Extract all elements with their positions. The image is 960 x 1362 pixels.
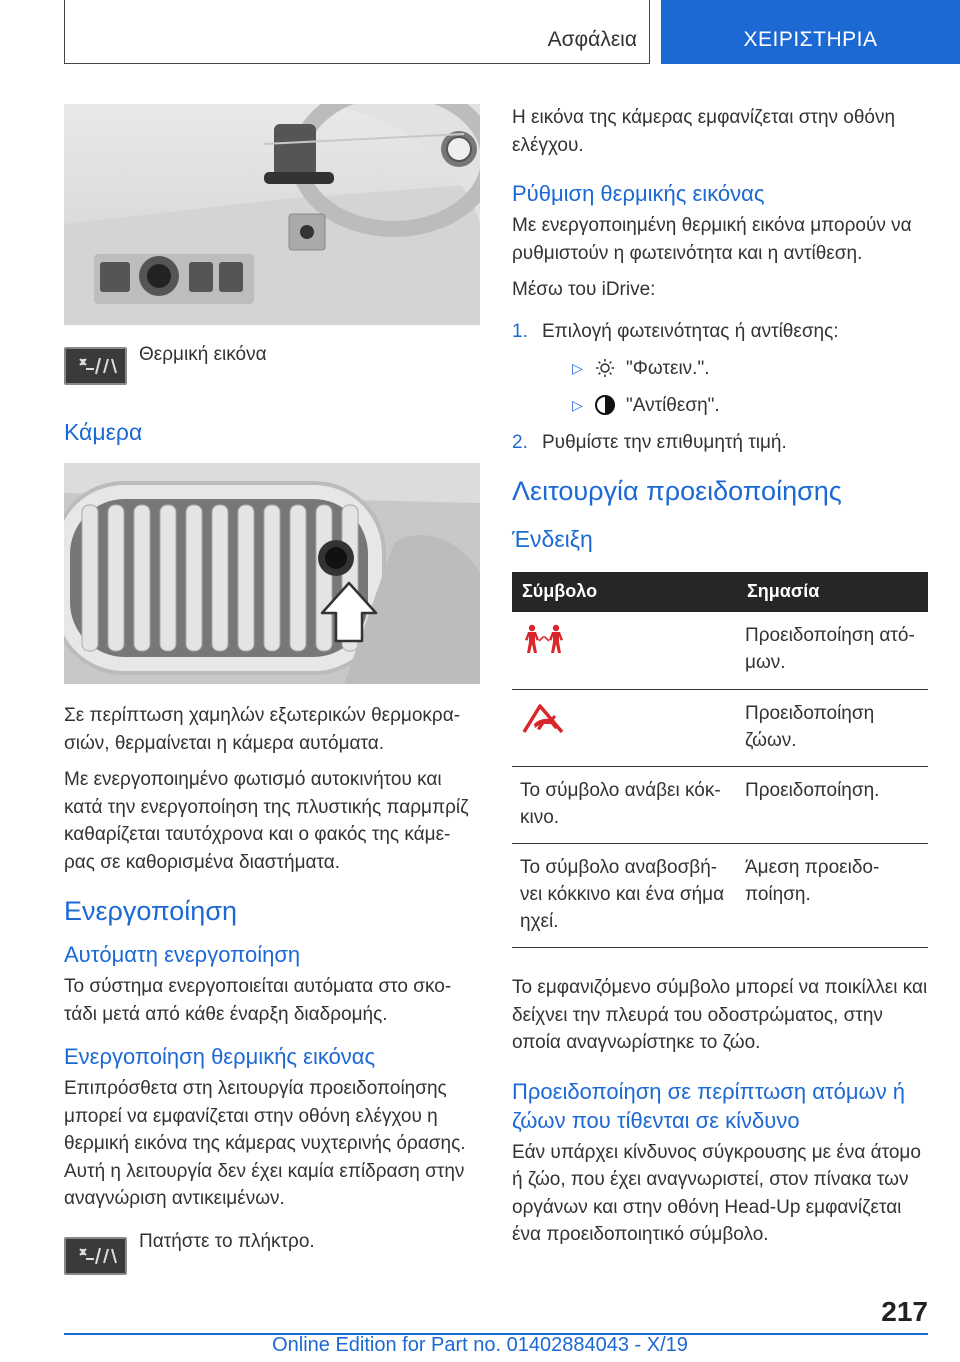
grille-bar [160,505,176,651]
step-1-options [542,355,928,419]
step-2-number: 2. [512,431,528,453]
camera-heading: Κάμερα [64,419,143,445]
step-2-text: Ρυθμίστε την επιθυμητή τιμή. [542,431,787,453]
table-row [512,690,928,767]
triangle-bullet-icon: ▷ [572,396,583,413]
thermal-image-key-icon [64,1237,127,1275]
camera-grille-photo [64,463,480,684]
table-row [512,767,928,844]
option-brightness [542,355,928,382]
right-column [512,104,928,1258]
thermal-image-key-line [64,344,480,385]
grille-bar [290,505,306,651]
meaning-column-header: Σημασία [737,572,928,612]
option-contrast [542,392,928,419]
symbol-variation-text: Το εμφανιζόμενο σύμβολο μπορεί να ποικίλλει και δείχνει την πλευρά του οδοστρώματος, στην οποία αναγνωρίστηκε το ζώο. [512,977,928,1053]
press-key-text: Πατήστε το πλήκτρο. [139,1230,315,1252]
option-brightness-text: "Φωτειν.". [626,357,710,379]
adjust-steps-list [512,318,928,456]
warning-function-heading: Λειτουργία προειδοποίησης [512,475,842,506]
adjust-thermal-heading: Ρύθμιση θερμικής εικόνας [512,181,765,206]
meaning-cell: Άμεση προειδο-ποίηση. [737,844,928,948]
press-key-line [64,1231,480,1275]
thermal-image-button-icon [64,347,127,385]
grille-bar [316,505,332,651]
danger-warning-heading: Προειδοποίηση σε περίπτωση ατόμων ή ζώων που τίθενται σε κίνδυνο [512,1078,906,1133]
animal-warning-icon [520,702,568,736]
adjust-thermal-text: Με ενεργοποιημένη θερμική εικόνα μπορούν να ρυθμιστούν η φωτεινότητα και η αντίθεση. [512,215,912,264]
via-idrive-text: Μέσω του iDrive: [512,279,656,300]
step-1-text: Επιλογή φωτεινότητας ή αντίθεσης: [542,320,839,342]
symbol-column-header: Σύμβολο [512,572,737,612]
table-row [512,612,928,690]
camera-heating-text: Σε περίπτωση χαμηλών εξωτερικών θερμοκρα-σιών, θερμαίνεται η κάμερα αυτόματα. [64,705,461,754]
footer-edition: Online Edition for Part no. 01402884043 - X/19 [272,1334,688,1356]
header-chapter-tab [661,0,960,64]
header-section-box [64,0,650,64]
grille-bar [134,505,150,651]
thermal-image-label: Θερμική εικόνα [139,344,267,365]
page-number: 217 [881,1296,928,1327]
step-2 [512,429,928,456]
grille-bar [264,505,280,651]
step-1-number: 1. [512,320,528,342]
danger-warning-text: Εάν υπάρχει κίνδυνος σύγκρουσης με ένα άτομο ή ζώο, που έχει αναγνωριστεί, στον πίνακα των οργάνων και στην οθόνη Head-Up εμφανίζεται ένα προειδοποιητικό σύμβολο. [512,1141,921,1245]
meaning-cell: Προειδοποίηση. [737,767,928,844]
table-row [512,844,928,948]
meaning-cell: Προειδοποίηση ατό-μων. [737,612,928,690]
step-1 [512,318,928,419]
automatic-activation-text: Το σύστημα ενεργοποιείται αυτόματα στο σκο-τάδι μετά από κάθε έναρξη διαδρομής. [64,976,452,1025]
grille-bar [82,505,98,651]
meaning-cell: Προειδοποίηση ζώων. [737,690,928,767]
dashboard-button-photo [64,104,480,325]
grille-bar [212,505,228,651]
symbol-table [512,572,928,949]
activation-heading: Ενεργοποίηση [64,896,237,926]
header-section-title: Ασφάλεια [547,28,637,51]
header-chapter-title: ΧΕΙΡΙΣΤΗΡΙΑ [743,28,878,51]
symbol-cell [512,612,737,690]
grille-bar [186,505,202,651]
grille-bar [108,505,124,651]
camera-display-text: Η εικόνα της κάμερας εμφανίζεται στην οθόνη ελέγχου. [512,107,896,156]
thermal-activation-heading: Ενεργοποίηση θερμικής εικόνας [64,1044,376,1069]
symbol-cell: Το σύμβολο αναβοσβή-νει κόκκινο και ένα σήμα ηχεί. [512,844,737,948]
left-column [64,104,480,1275]
symbol-table-header [512,572,928,612]
grille-bar [238,505,254,651]
contrast-icon [594,394,616,416]
brightness-icon [594,357,616,379]
camera-lens-cleaning-text: Με ενεργοποιημένο φωτισμό αυτοκινήτου και κατά την ενεργοποίηση της πλυστικής παρμπρίζ καθαρίζεται ταυτόχρονα και ο φακός της κάμε-ρας σε καθορισμένα διαστήματα. [64,769,469,873]
pedestrian-warning-icon [520,624,568,654]
option-contrast-text: "Αντίθεση". [626,394,720,416]
page-header [0,0,960,68]
triangle-bullet-icon: ▷ [572,359,583,376]
symbol-cell: Το σύμβολο ανάβει κόκ-κινο. [512,767,737,844]
indicator-heading: Ένδειξη [512,525,593,552]
symbol-cell [512,690,737,767]
automatic-activation-heading: Αυτόματη ενεργοποίηση [64,942,301,967]
thermal-activation-text: Επιπρόσθετα στη λειτουργία προειδοποίησης μπορεί να εμφανίζεται στην οθόνη ελέγχου η θερμική εικόνα της κάμερας νυχτερινής όρασης. Αυτή η λειτουργία δεν έχει καμία επίδραση στην αναγνώριση αντικειμένων. [64,1078,466,1209]
